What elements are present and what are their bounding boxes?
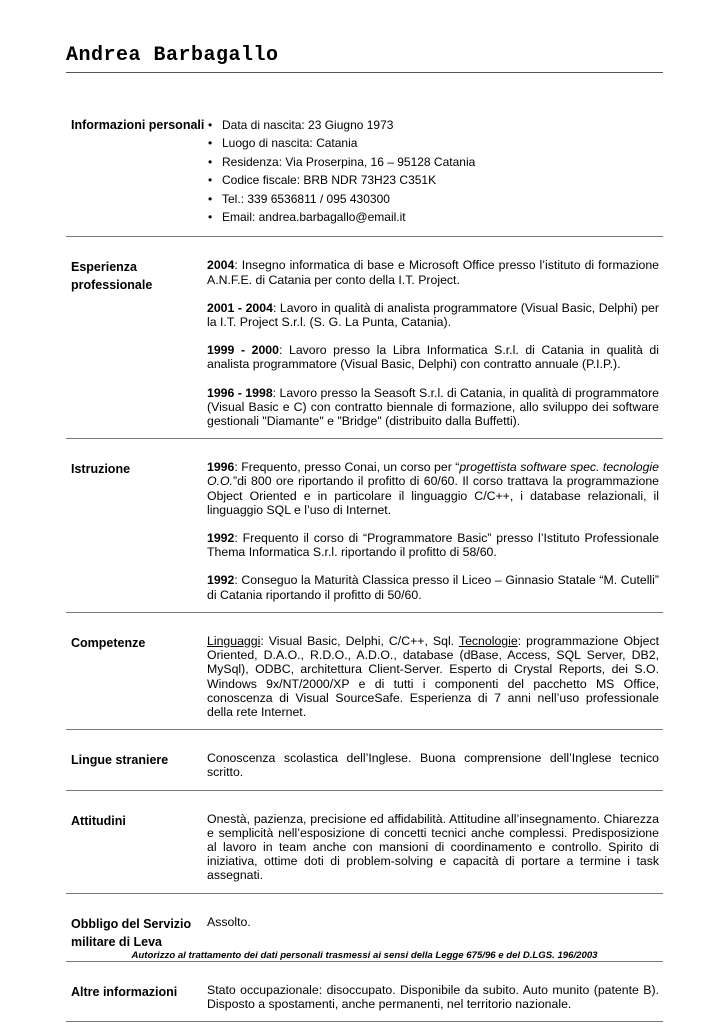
phone-item: • Tel.: 339 6536811 / 095 430300 (207, 190, 659, 208)
section-label-personal: Informazioni personali (71, 118, 205, 132)
education-content (207, 460, 663, 602)
residence-item: • Residenza: Via Proserpina, 16 – 95128 Catania (207, 153, 659, 171)
section-label-military: Obbligo del Servizio militare di Leva (71, 916, 192, 949)
title-divider (66, 72, 663, 73)
section-label-attitudes: Attitudini (71, 813, 126, 828)
military-content (207, 915, 663, 951)
experience-entry (207, 258, 659, 286)
education-text: : Conseguo la Maturità Classica presso il Liceo – Ginnasio Statale “M. Cutelli” di Catania riportando il profitto di 50/60. (207, 573, 659, 602)
section-experience (66, 248, 663, 439)
cv-name-title: Andrea Barbagallo (66, 44, 279, 67)
skills-technologies-text: : programmazione Object Oriented, D.A.O., R.D.O., A.D.O., database (dBase, Access, SQL Server, DB2, MySql), ODBC, architettura Client-Server. Esperto di Crystal Reports, dei S.O. Windows 9x/NT/2000/XP e di tutti i componenti del pacchetto MS Office, conoscenza di Visual SourceSafe. Esperienza di 7 anni nell’uso professionale della rete Internet. (207, 633, 660, 719)
education-entry (207, 531, 659, 559)
privacy-consent-note: Autorizzo al trattamento dei dati personali trasmessi ai sensi della Legge 675/96 e del D.LGS. 196/2003 (131, 950, 598, 961)
other-info-text: Stato occupazionale: disoccupato. Disponibile da subito. Auto munito (patente B). Disposto a spostamenti, anche permanenti, nel territorio nazionale. (207, 982, 659, 1011)
skills-languages-label: Linguaggi (207, 633, 261, 648)
section-other-info (66, 973, 663, 1022)
personal-info-content (207, 116, 663, 226)
experience-text: : Lavoro in qualità di analista programmatore (Visual Basic, Delphi) per la I.T. Project S.r.l. (S. G. La Punta, Catania). (207, 300, 659, 330)
tax-code-item: • Codice fiscale: BRB NDR 73H23 C351K (207, 171, 659, 189)
experience-period: 2004 (207, 258, 235, 273)
birth-date-item: • Data di nascita: 23 Giugno 1973 (207, 116, 659, 134)
experience-text: : Insegno informatica di base e Microsoft Office presso l’istituto di formazione A.N.F.E. di Catania per conto della I.T. Project. (207, 258, 659, 287)
section-languages (66, 741, 663, 790)
experience-entry (207, 343, 659, 371)
education-text: : Frequento il corso di “Programmatore Basic” presso l’Istituto Professionale Thema Informatica S.r.l. riportando il profitto di 58/60. (207, 531, 659, 560)
education-year: 1996 (207, 460, 235, 475)
experience-period: 1996 - 1998 (207, 385, 273, 400)
experience-period: 2001 - 2004 (207, 300, 273, 315)
education-year: 1992 (207, 573, 235, 588)
section-personal-info (66, 106, 663, 237)
experience-entry (207, 386, 659, 429)
other-info-content (207, 983, 663, 1011)
section-label-education: Istruzione (71, 462, 131, 477)
experience-text: : Lavoro presso la Seasoft S.r.l. di Catania, in qualità di programmatore (Visual Basic e C) con contratto biennale di formazione, allo sviluppo dei software gestionali "Diamante" e "Bridge" (distribuito dalla Buffetti). (207, 385, 660, 429)
cv-sections (66, 106, 663, 1022)
skills-content (207, 634, 663, 719)
languages-text: Conoscenza scolastica dell’Inglese. Buona comprensione dell’Inglese tecnico scritto. (207, 751, 659, 780)
section-label-other: Altre informazioni (71, 984, 178, 999)
education-entry (207, 573, 659, 601)
experience-entry (207, 301, 659, 329)
section-label-experience: Esperienza professionale (71, 260, 153, 293)
skills-technologies-label: Tecnologie (458, 633, 518, 648)
experience-period: 1999 - 2000 (207, 343, 279, 358)
experience-text: : Lavoro presso la Libra Informatica S.r.l. di Catania in qualità di analista programmatore (Visual Basic, Delphi) con contratto annuale (P.I.P.). (207, 343, 659, 372)
military-text: Assolto. (207, 914, 251, 929)
skills-paragraph (207, 634, 659, 719)
experience-content (207, 258, 663, 428)
education-text-before: : Frequento, presso Conai, un corso per “ (234, 460, 460, 475)
skills-languages-text: : Visual Basic, Delphi, C/C++, Sql. (260, 633, 459, 648)
section-label-skills: Competenze (71, 635, 146, 650)
email-item: • Email: andrea.barbagallo@email.it (207, 208, 659, 226)
section-education (66, 450, 663, 613)
birth-place-item: • Luogo di nascita: Catania (207, 134, 659, 152)
education-course-name: progettista software spec. tecnologie O.O. (207, 460, 659, 489)
personal-info-list (207, 116, 659, 226)
education-text-after: ”di 800 ore riportando il profitto di 60/60. Il corso trattava la programmazione Object Oriented e in particolare il linguaggio C/C++, i database relazionali, il linguaggio SQL e l’uso di Internet. (207, 474, 659, 517)
languages-content (207, 751, 663, 779)
section-label-languages: Lingue straniere (71, 753, 169, 768)
section-attitudes (66, 802, 663, 894)
education-year: 1992 (207, 531, 235, 546)
attitudes-content (207, 812, 663, 883)
section-skills (66, 624, 663, 730)
attitudes-text: Onestà, pazienza, precisione ed affidabilità. Attitudine all’insegnamento. Chiarezza e semplicità nell’esposizione di concetti tecnici anche complessi. Predisposizione al lavoro in team anche con mansioni di coordinamento e controllo. Spirito di iniziativa, ottime doti di problem-solving e capacità di portare a termine i task assegnati. (207, 811, 659, 883)
education-entry (207, 460, 659, 517)
